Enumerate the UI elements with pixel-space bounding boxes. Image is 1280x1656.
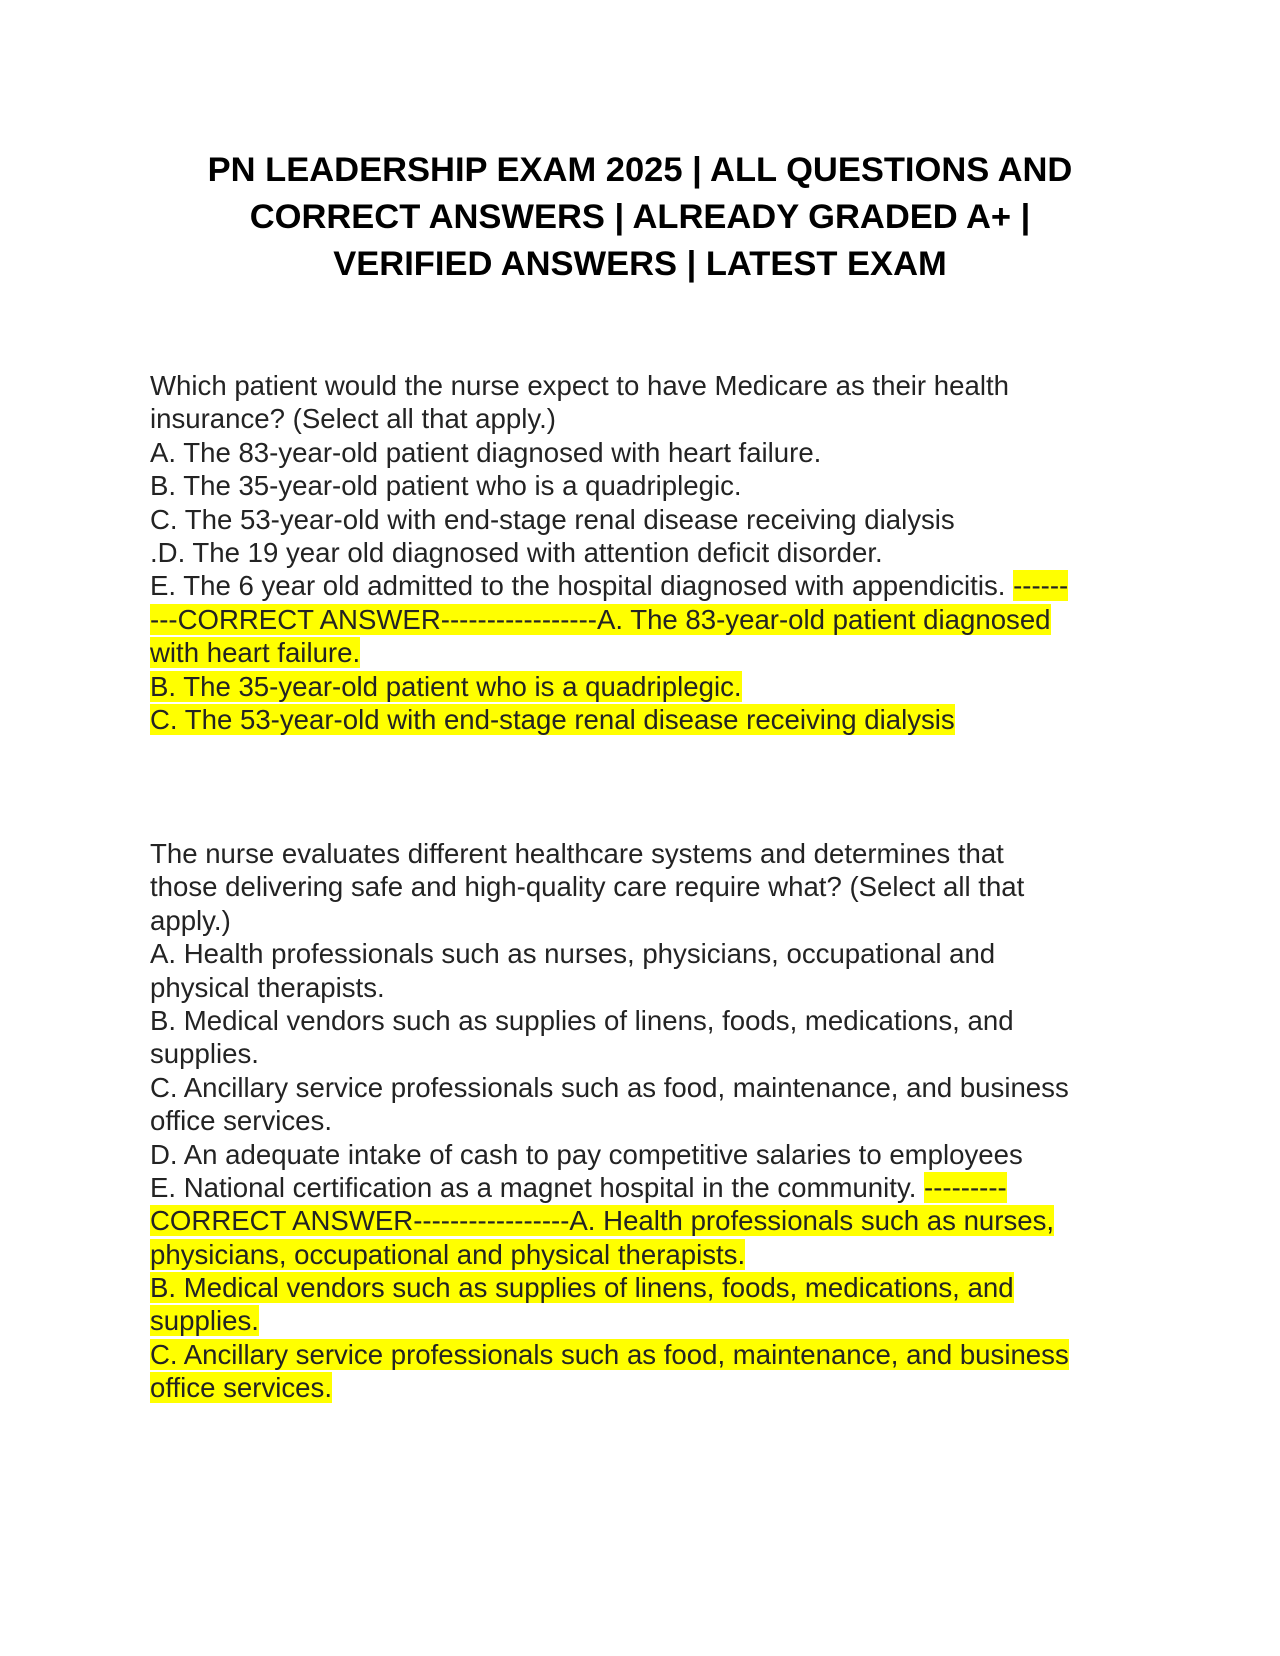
correct-answer-highlight: C. Ancillary service professionals such as food, maintenance, and business [150, 1338, 1069, 1370]
question-block-1 [150, 369, 1150, 736]
correct-answer-highlight: --------- [924, 1171, 1007, 1203]
question-text: insurance? (Select all that apply.) [150, 403, 556, 435]
option-c: C. The 53-year-old with end-stage renal disease receiving dialysis [150, 503, 955, 535]
option-d: .D. The 19 year old diagnosed with attention deficit disorder. [150, 536, 883, 568]
correct-answer-line [150, 1338, 1150, 1371]
correct-answer-highlight: supplies. [150, 1305, 259, 1337]
correct-answer-line [150, 703, 1150, 736]
correct-answer-highlight: office services. [150, 1372, 332, 1404]
question-text: The nurse evaluates different healthcare systems and determines that [150, 838, 1004, 869]
option-e: E. The 6 year old admitted to the hospital diagnosed with appendicitis. [150, 570, 1014, 602]
document-title [150, 147, 1130, 288]
correct-answer-highlight: ------ [1013, 570, 1069, 602]
correct-answer-highlight: physicians, occupational and physical therapists. [150, 1238, 746, 1270]
title-line: VERIFIED ANSWERS | LATEST EXAM [333, 245, 947, 283]
title-line: PN LEADERSHIP EXAM 2025 | ALL QUESTIONS AND [207, 151, 1073, 189]
option-b: B. Medical vendors such as supplies of linens, foods, medications, and [150, 1004, 1014, 1036]
correct-answer-highlight: with heart failure. [150, 637, 361, 669]
option-a: A. The 83-year-old patient diagnosed with heart failure. [150, 436, 822, 468]
option-c: office services. [150, 1105, 332, 1137]
question-block-2 [150, 837, 1150, 1405]
correct-answer-line [150, 1204, 1150, 1237]
correct-answer-line [150, 670, 1150, 703]
question-text: apply.) [150, 904, 231, 936]
question-text: those delivering safe and high-quality care require what? (Select all that [150, 871, 1025, 903]
option-e: E. National certification as a magnet hospital in the community. [150, 1171, 925, 1203]
correct-answer-highlight: CORRECT ANSWER-----------------A. Health professionals such as nurses, [150, 1205, 1055, 1237]
option-d: D. An adequate intake of cash to pay competitive salaries to employees [150, 1138, 1023, 1170]
option-b: supplies. [150, 1038, 259, 1070]
option-e-line [150, 1171, 1150, 1204]
correct-answer-line [150, 1371, 1150, 1404]
correct-answer-highlight: C. The 53-year-old with end-stage renal disease receiving dialysis [150, 703, 955, 735]
option-c: C. Ancillary service professionals such as food, maintenance, and business [150, 1071, 1069, 1103]
correct-answer-line [150, 1271, 1150, 1304]
option-a: A. Health professionals such as nurses, physicians, occupational and [150, 938, 996, 970]
correct-answer-highlight: B. Medical vendors such as supplies of linens, foods, medications, and [150, 1272, 1014, 1304]
correct-answer-line [150, 1304, 1150, 1337]
question-text: Which patient would the nurse expect to have Medicare as their health [150, 370, 1009, 401]
correct-answer-highlight: B. The 35-year-old patient who is a quadriplegic. [150, 670, 742, 702]
correct-answer-line [150, 636, 1150, 669]
option-e-line [150, 569, 1150, 602]
option-b: B. The 35-year-old patient who is a quadriplegic. [150, 470, 742, 502]
correct-answer-line [150, 603, 1150, 636]
title-line: CORRECT ANSWERS | ALREADY GRADED A+ | [249, 198, 1031, 236]
option-a: physical therapists. [150, 971, 385, 1003]
correct-answer-line [150, 1238, 1150, 1271]
correct-answer-highlight: ---CORRECT ANSWER-----------------A. The 83-year-old patient diagnosed [150, 603, 1051, 635]
